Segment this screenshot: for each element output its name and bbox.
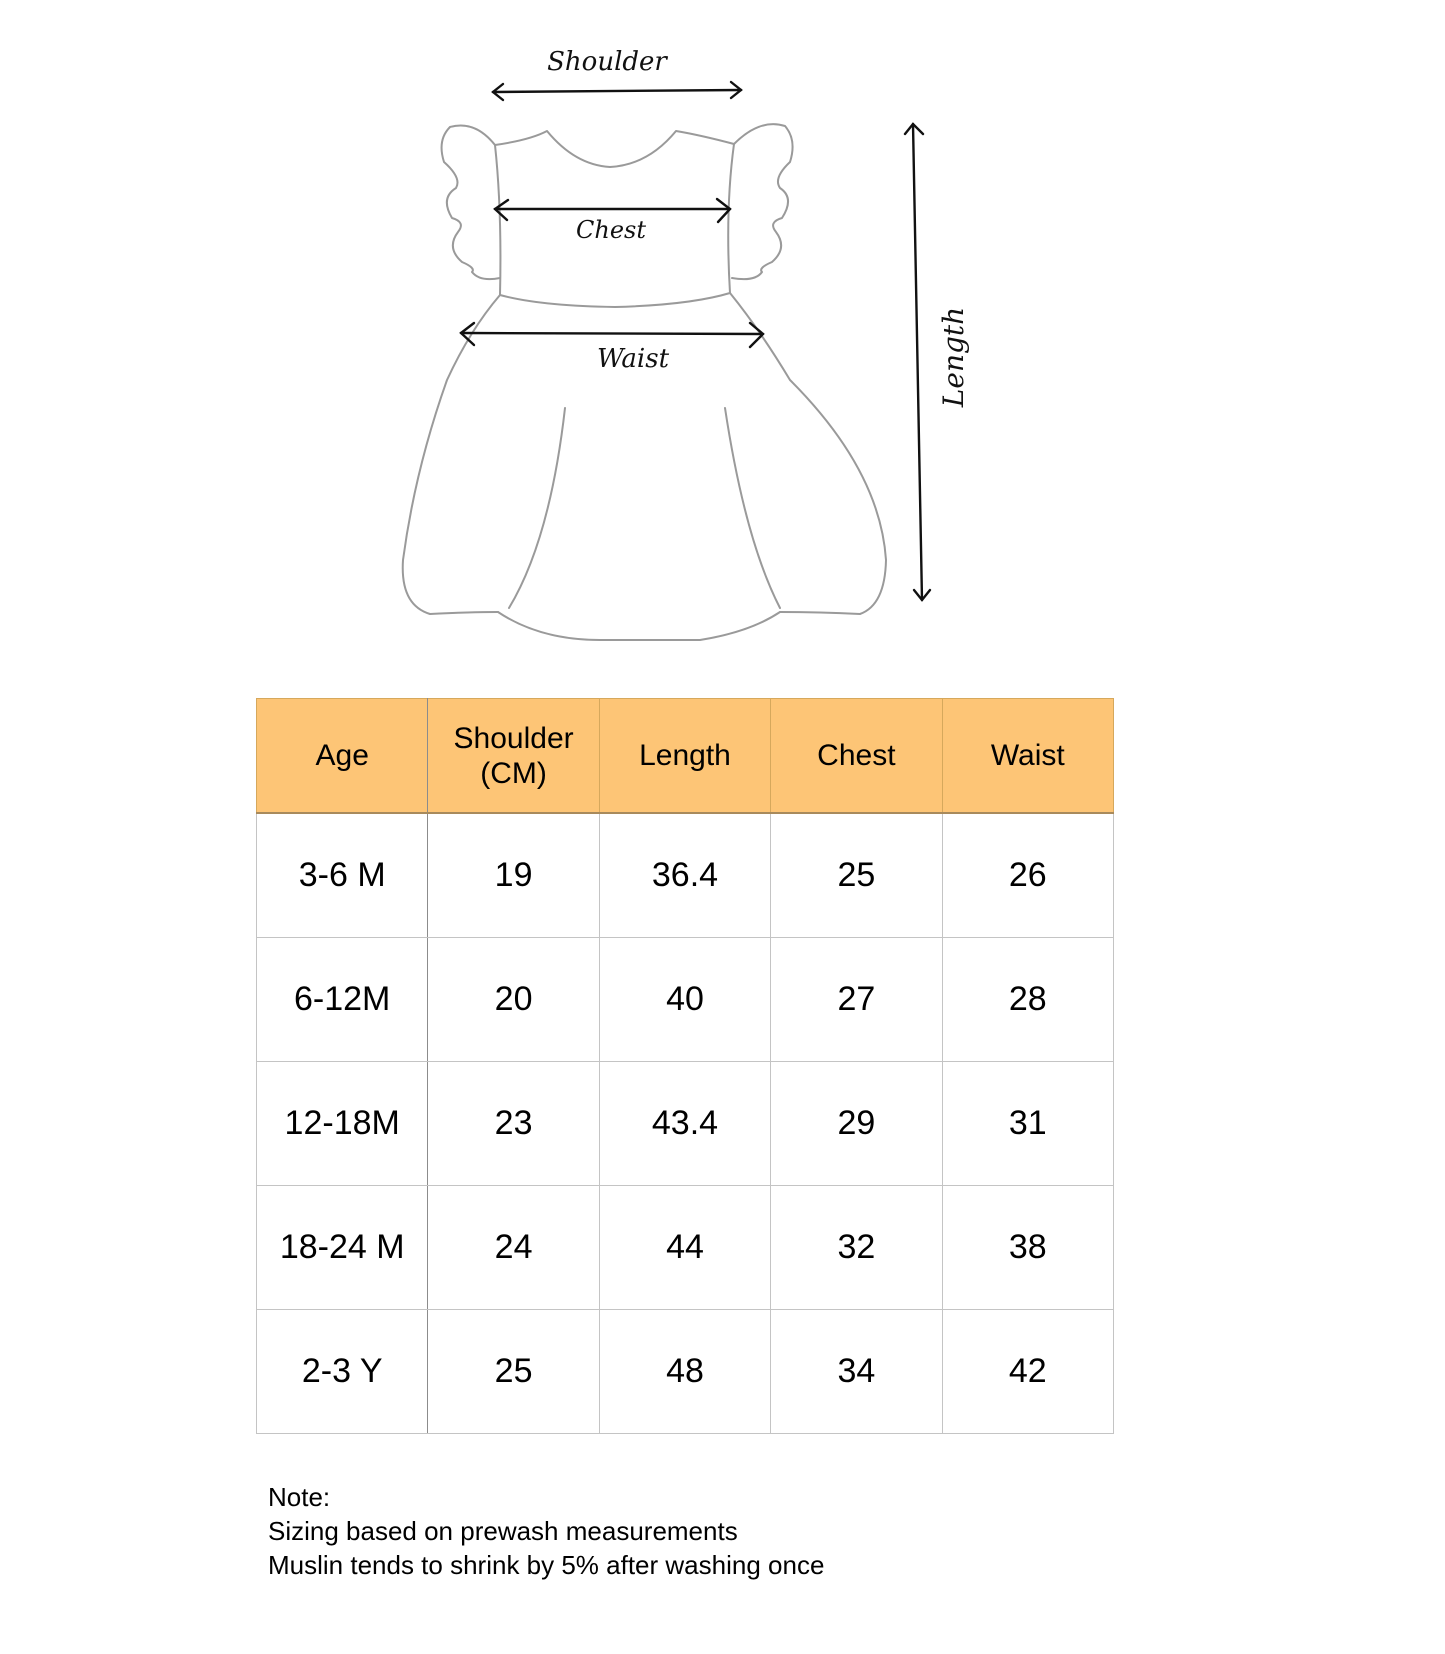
cell-chest: 25: [771, 813, 942, 938]
note-heading: Note:: [268, 1482, 331, 1512]
shoulder-arrow-icon: [493, 82, 741, 100]
cell-waist: 26: [942, 813, 1113, 938]
header-shoulder-line1: Shoulder: [453, 721, 574, 755]
table-row: [257, 813, 1114, 938]
table-row: [257, 1310, 1114, 1434]
table-row: [257, 1186, 1114, 1310]
cell-length: 36.4: [599, 813, 770, 938]
length-label: Length: [937, 306, 970, 408]
cell-age: 2-3 Y: [257, 1310, 428, 1434]
chest-label: Chest: [576, 216, 646, 244]
cell-chest: 32: [771, 1186, 942, 1310]
waist-label: Waist: [596, 344, 670, 374]
cell-length: 40: [599, 938, 770, 1062]
header-waist: Waist: [942, 699, 1113, 814]
sizing-note: [268, 1480, 824, 1582]
cell-shoulder: 20: [428, 938, 599, 1062]
dress-measurement-diagram: [0, 0, 1445, 680]
header-shoulder-line2: (CM): [480, 756, 547, 790]
note-line-prewash: Sizing based on prewash measurements: [268, 1516, 738, 1546]
dress-outline-icon: [403, 124, 886, 640]
cell-chest: 29: [771, 1062, 942, 1186]
table-header-row: [257, 699, 1114, 814]
cell-shoulder: 23: [428, 1062, 599, 1186]
cell-chest: 34: [771, 1310, 942, 1434]
note-line-shrink: Muslin tends to shrink by 5% after washing once: [268, 1550, 825, 1580]
cell-length: 48: [599, 1310, 770, 1434]
shoulder-label: Shoulder: [547, 47, 667, 77]
cell-waist: 31: [942, 1062, 1113, 1186]
size-chart-table: [256, 698, 1114, 1434]
header-age: Age: [257, 699, 428, 814]
cell-age: 12-18M: [257, 1062, 428, 1186]
cell-age: 6-12M: [257, 938, 428, 1062]
cell-age: 3-6 M: [257, 813, 428, 938]
cell-length: 43.4: [599, 1062, 770, 1186]
header-chest: Chest: [771, 699, 942, 814]
cell-shoulder: 24: [428, 1186, 599, 1310]
cell-length: 44: [599, 1186, 770, 1310]
table-row: [257, 938, 1114, 1062]
cell-chest: 27: [771, 938, 942, 1062]
table-row: [257, 1062, 1114, 1186]
length-arrow-icon: [905, 124, 930, 600]
cell-waist: 38: [942, 1186, 1113, 1310]
cell-shoulder: 25: [428, 1310, 599, 1434]
header-shoulder: [428, 699, 599, 814]
cell-shoulder: 19: [428, 813, 599, 938]
header-length: Length: [599, 699, 770, 814]
cell-waist: 42: [942, 1310, 1113, 1434]
cell-waist: 28: [942, 938, 1113, 1062]
cell-age: 18-24 M: [257, 1186, 428, 1310]
